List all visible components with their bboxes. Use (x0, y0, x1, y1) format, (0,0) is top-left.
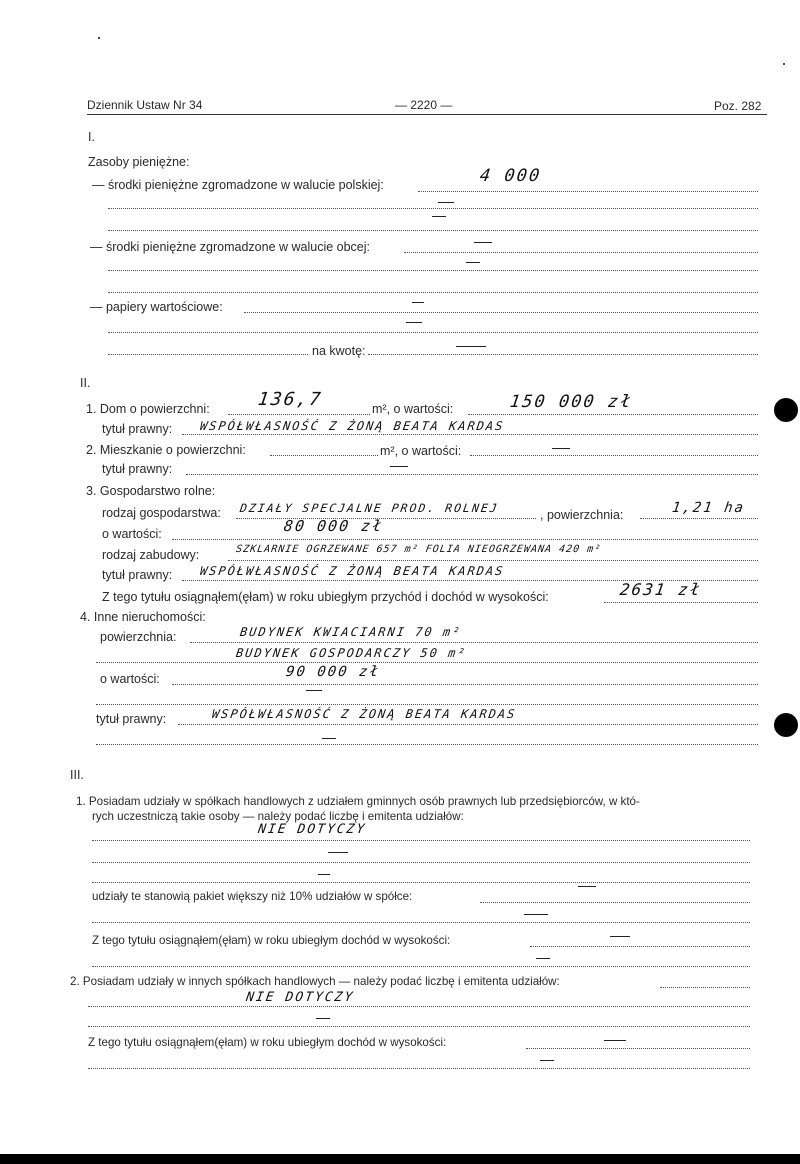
amount-dash (456, 346, 486, 347)
amount-line (108, 354, 308, 355)
farm-area-line (640, 518, 758, 519)
pakiet-dash (578, 886, 596, 887)
income-dash (610, 936, 630, 937)
securities-dash (412, 302, 424, 303)
shares-municipal-income-line (530, 946, 750, 947)
house-value-handwritten: 150 000 zł (508, 392, 634, 412)
flat-value-label: m², o wartości: (380, 444, 462, 458)
dotted-line (96, 744, 758, 745)
farm-building-handwritten: SZKLARNIE OGRZEWANE 657 m² FOLIA NIEOGRZEWANA 420 m² (235, 544, 602, 555)
income-dash-2 (536, 958, 550, 959)
dotted-line (96, 704, 758, 705)
farm-kind-handwritten: DZIAŁY SPECJALNE PROD. ROLNEJ (239, 501, 500, 515)
punch-hole (774, 713, 798, 737)
other-area-handwritten-1: BUDYNEK KWIACIARNI 70 m² (239, 625, 463, 639)
other-area-line (190, 642, 758, 643)
page-number: — 2220 — (395, 98, 453, 112)
amount-value-line (368, 354, 758, 355)
dotted-line (92, 840, 750, 841)
other-area-line-2 (96, 662, 758, 663)
shares-municipal-income-label: Z tego tytułu osiągnąłem(ęłam) w roku ubiegłym dochód w wysokości: (92, 934, 451, 947)
farm-value-line (172, 539, 758, 540)
journal-title: Dziennik Ustaw Nr 34 (87, 98, 203, 112)
farm-kind-label: rodzaj gospodarstwa: (102, 506, 221, 520)
farm-title-handwritten: WSPÓŁWŁASNOŚĆ Z ŻONĄ BEATA KARDAS (199, 564, 506, 578)
pln-cash-label: — środki pieniężne zgromadzone w walucie polskiej: (92, 178, 384, 192)
flat-title-dash (390, 466, 408, 467)
flat-area-label: 2. Mieszkanie o powierzchni: (86, 443, 246, 457)
other-property-label: 4. Inne nieruchomości: (80, 610, 206, 624)
pln-cash-line (418, 191, 758, 192)
other-value-label: o wartości: (100, 672, 160, 686)
house-area-label: 1. Dom o powierzchni: (86, 402, 210, 416)
farm-building-label: rodzaj zabudowy: (102, 548, 200, 562)
dotted-line (92, 966, 750, 967)
other-title-line (178, 724, 758, 725)
other-value-handwritten: 90 000 zł (284, 664, 381, 680)
cash-heading: Zasoby pieniężne: (88, 155, 190, 169)
securities-dash-2 (406, 322, 422, 323)
scan-border (0, 1154, 800, 1164)
farm-area-handwritten: 1,21 ha (670, 500, 747, 516)
dotted-line (108, 292, 758, 293)
shares-municipal-text-1: 1. Posiadam udziały w spółkach handlowych z udziałem gminnych osób prawnych lub przedsiębiorców, w któ- (76, 795, 640, 808)
pakiet-label: udziały te stanowią pakiet większy niż 10% udziałów w spółce: (92, 890, 413, 903)
dotted-line (108, 270, 758, 271)
farm-value-handwritten: 80 000 zł (282, 517, 385, 535)
foreign-cash-dash (474, 242, 492, 243)
farm-income-handwritten: 2631 zł (618, 580, 703, 599)
shares-other-income-dash-2 (540, 1060, 554, 1061)
dotted-line (108, 332, 758, 333)
shares-other-dash (316, 1018, 330, 1019)
dotted-line (108, 208, 758, 209)
farm-title-label: tytuł prawny: (102, 568, 173, 582)
flat-title-line (186, 474, 758, 475)
shares-other-income-label: Z tego tytułu osiągnąłem(ęłam) w roku ubiegłym dochód w wysokości: (88, 1036, 447, 1049)
other-title-dash (322, 738, 336, 739)
shares-dash-2 (318, 874, 330, 875)
section-2-numeral: II. (80, 376, 91, 390)
farm-kind-line (236, 518, 536, 519)
punch-hole (774, 398, 798, 422)
farm-area-label: , powierzchnia: (540, 508, 624, 522)
farm-income-label: Z tego tytułu osiągnąłem(ęłam) w roku ubiegłym przychód i dochód w wysokości: (102, 590, 549, 604)
securities-line (244, 312, 758, 313)
house-area-line (228, 414, 370, 415)
farm-building-line (228, 560, 758, 561)
other-area-handwritten-2: BUDYNEK GOSPODARCZY 50 m² (235, 646, 468, 660)
house-title-line (182, 434, 758, 435)
dotted-line (92, 862, 750, 863)
house-title-label: tytuł prawny: (102, 422, 173, 436)
header-rule (87, 114, 767, 115)
shares-other-income-dash (604, 1040, 626, 1041)
dotted-line (108, 230, 758, 231)
house-title-handwritten: WSPÓŁWŁASNOŚĆ Z ŻONĄ BEATA KARDAS (199, 419, 506, 433)
flat-title-label: tytuł prawny: (102, 462, 173, 476)
flat-area-line (270, 455, 378, 456)
pln-cash-handwritten: 4 000 (478, 166, 543, 186)
section-3-numeral: III. (70, 768, 84, 782)
shares-other-text: 2. Posiadam udziały w innych spółkach handlowych — należy podać liczbę i emitenta udziałów: (70, 975, 560, 988)
securities-label: — papiery wartościowe: (90, 300, 223, 314)
dotted-line (92, 882, 750, 883)
other-title-label: tytuł prawny: (96, 712, 167, 726)
other-value-dash (306, 690, 322, 691)
farm-income-line (604, 602, 758, 603)
farm-label: 3. Gospodarstwo rolne: (86, 484, 216, 498)
foreign-cash-dash-2 (466, 262, 480, 263)
other-area-label: powierzchnia: (100, 630, 177, 644)
shares-other-line (660, 987, 750, 988)
other-value-line (172, 684, 758, 685)
dotted-line (88, 1068, 750, 1069)
foreign-cash-line (404, 252, 758, 253)
other-title-handwritten: WSPÓŁWŁASNOŚĆ Z ŻONĄ BEATA KARDAS (211, 707, 518, 721)
section-1-numeral: I. (88, 130, 95, 144)
scan-speck (98, 37, 100, 39)
house-value-label: m², o wartości: (372, 402, 454, 416)
house-value-line (468, 414, 758, 415)
flat-value-dash (552, 448, 570, 449)
position-number: Poz. 282 (714, 99, 762, 113)
pln-cash-dash (438, 202, 454, 203)
shares-municipal-handwritten: NIE DOTYCZY (257, 822, 368, 837)
house-area-handwritten: 136,7 (256, 389, 324, 410)
shares-other-income-line (526, 1048, 750, 1049)
shares-municipal-text-2: rych uczestniczą takie osoby — należy podać liczbę i emitenta udziałów: (92, 810, 464, 823)
shares-dash (328, 852, 348, 853)
dotted-line (92, 922, 750, 923)
pakiet-dash-2 (524, 914, 548, 915)
farm-value-label: o wartości: (102, 527, 162, 541)
amount-label: na kwotę: (312, 344, 366, 358)
dotted-line (88, 1006, 750, 1007)
dotted-line (88, 1026, 750, 1027)
pln-cash-dash-2 (432, 216, 446, 217)
foreign-cash-label: — środki pieniężne zgromadzone w walucie obcej: (90, 240, 371, 254)
shares-other-handwritten: NIE DOTYCZY (245, 990, 356, 1005)
flat-value-line (470, 455, 758, 456)
pakiet-line (480, 902, 750, 903)
scan-speck (783, 63, 785, 65)
